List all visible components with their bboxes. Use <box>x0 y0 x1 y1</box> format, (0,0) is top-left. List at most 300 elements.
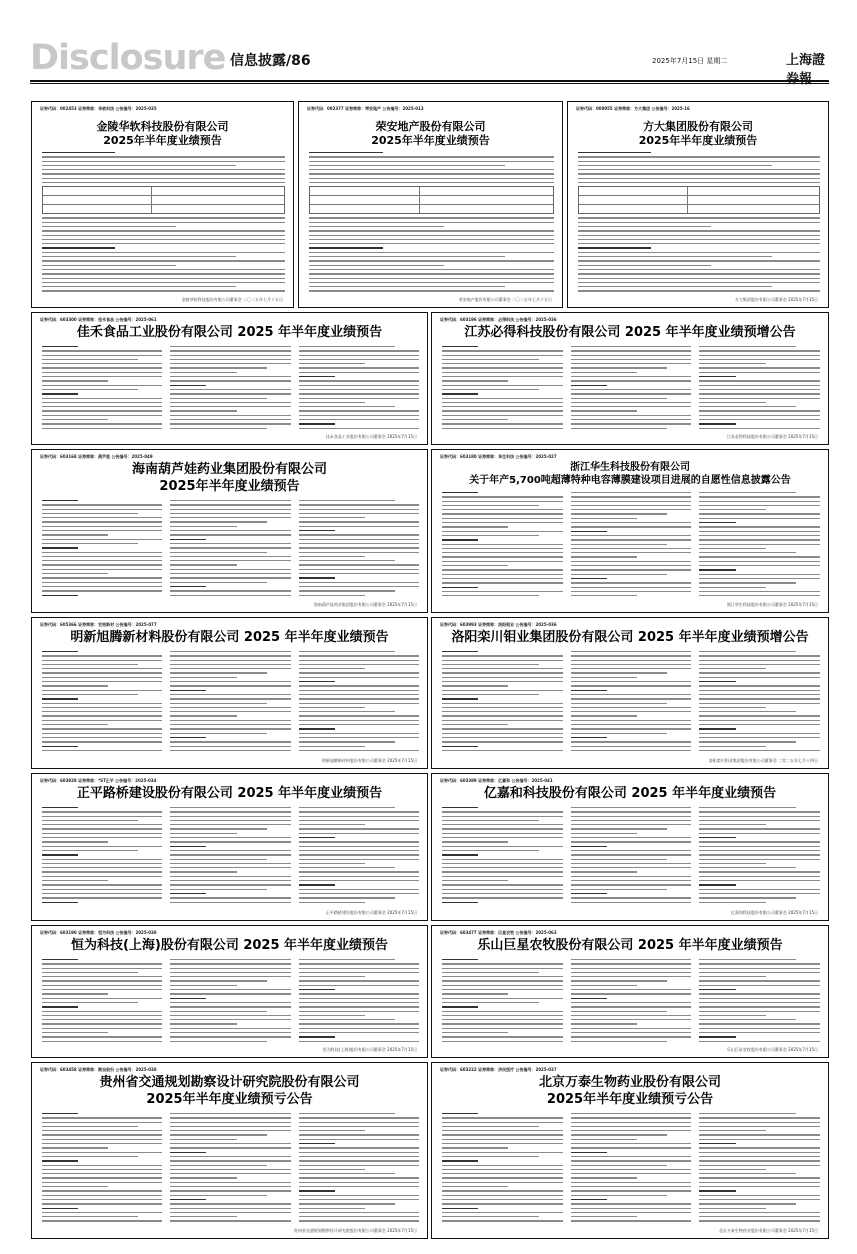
notice-code: 证券代码：002377 证券简称：荣安地产 公告编号：2025-013 <box>307 106 424 111</box>
text-line <box>442 582 563 583</box>
text-line <box>42 273 285 274</box>
text-line <box>699 854 820 855</box>
text-line <box>42 1036 162 1037</box>
text-line <box>299 1220 419 1221</box>
text-line <box>571 733 668 734</box>
text-line <box>699 876 820 877</box>
text-line <box>170 959 290 960</box>
text-line <box>571 660 692 661</box>
text-line <box>571 372 637 373</box>
text-line <box>170 724 290 725</box>
text-line <box>571 1011 668 1012</box>
text-line <box>42 1023 162 1024</box>
text-line <box>309 265 444 266</box>
text-line <box>299 859 419 860</box>
notice-title: 佳禾食品工业股份有限公司 2025 年半年度业绩预告 <box>76 325 383 340</box>
text-line <box>442 350 563 351</box>
text-line <box>42 513 138 514</box>
text-line <box>442 750 563 751</box>
text-line <box>699 737 820 738</box>
text-line <box>299 976 365 977</box>
notice-signature: 方大集团股份有限公司董事会 2025年7月15日 <box>734 297 818 302</box>
text-line <box>699 406 796 407</box>
text-line <box>571 837 692 838</box>
text-line <box>699 1028 820 1029</box>
text-line <box>170 707 290 708</box>
notice-body <box>42 807 417 908</box>
text-line <box>170 389 290 390</box>
text-line <box>699 376 735 377</box>
notice-box <box>567 101 829 308</box>
text-line <box>442 509 563 510</box>
text-line <box>42 410 162 411</box>
text-line <box>442 406 563 407</box>
text-line <box>571 367 668 368</box>
text-line <box>571 963 692 964</box>
text-line <box>170 350 290 351</box>
text-line <box>442 672 563 673</box>
text-line <box>699 595 820 596</box>
text-line <box>442 595 539 596</box>
text-line <box>699 733 820 734</box>
text-line <box>299 1041 419 1042</box>
text-line <box>170 741 290 742</box>
text-line <box>299 963 419 964</box>
text-line <box>571 526 692 527</box>
text-line <box>442 746 478 747</box>
text-line <box>170 711 290 712</box>
text-line <box>571 880 692 881</box>
text-line <box>299 406 395 407</box>
text-line <box>170 811 290 812</box>
text-line <box>299 1160 419 1161</box>
text-column <box>699 651 820 756</box>
text-line <box>299 539 419 540</box>
notice-title: 乐山巨星农牧股份有限公司 2025 年半年度业绩预告 <box>477 938 783 953</box>
text-line <box>571 807 692 808</box>
text-line <box>170 854 290 855</box>
text-column <box>571 651 692 756</box>
text-line <box>699 548 765 549</box>
text-line <box>299 863 365 864</box>
text-line <box>571 1015 692 1016</box>
text-line <box>170 972 290 973</box>
text-line <box>699 880 820 881</box>
text-line <box>170 694 290 695</box>
text-line <box>578 282 820 283</box>
text-line <box>571 889 668 890</box>
text-line <box>170 720 290 721</box>
text-line <box>170 398 266 399</box>
text-line <box>571 518 637 519</box>
text-line <box>42 1160 78 1161</box>
text-line <box>442 526 508 527</box>
text-line <box>442 393 478 394</box>
text-line <box>442 880 508 881</box>
data-table <box>578 186 820 214</box>
text-line <box>42 854 78 855</box>
notice-code: 证券代码：603828 证券简称：*ST正平 公告编号：2025-034 <box>40 778 157 783</box>
text-line <box>309 230 554 231</box>
text-line <box>578 152 651 153</box>
text-line <box>571 1203 692 1204</box>
text-line <box>442 1023 563 1024</box>
text-line <box>578 252 820 253</box>
text-line <box>442 690 563 691</box>
text-line <box>571 535 692 536</box>
notice-body <box>42 651 417 756</box>
text-line <box>170 1173 290 1174</box>
text-line <box>699 539 820 540</box>
text-line <box>442 828 563 829</box>
text-line <box>571 703 668 704</box>
text-line <box>309 290 554 291</box>
text-line <box>699 1152 820 1153</box>
notice-body <box>42 500 417 600</box>
text-line <box>170 963 290 964</box>
text-line <box>571 1041 668 1042</box>
text-line <box>309 252 554 253</box>
text-line <box>699 556 820 557</box>
text-line <box>170 690 206 691</box>
text-line <box>42 737 162 738</box>
text-line <box>170 863 290 864</box>
text-line <box>309 243 554 244</box>
text-line <box>699 698 820 699</box>
text-line <box>571 1190 692 1191</box>
text-line <box>170 1143 290 1144</box>
text-line <box>571 389 692 390</box>
text-line <box>699 393 820 394</box>
text-line <box>42 741 162 742</box>
text-line <box>42 690 162 691</box>
text-line <box>442 501 563 502</box>
text-line <box>442 531 563 532</box>
text-line <box>42 539 162 540</box>
notice-code: 证券代码：603180 证券简称：华生科技 公告编号：2025-027 <box>440 454 557 459</box>
text-line <box>42 1199 162 1200</box>
text-line <box>170 698 290 699</box>
text-line <box>571 359 692 360</box>
text-line <box>299 828 419 829</box>
text-line <box>170 539 206 540</box>
text-line <box>42 372 162 373</box>
text-line <box>571 561 692 562</box>
text-line <box>309 222 554 223</box>
text-line <box>42 547 78 548</box>
text-line <box>571 574 668 575</box>
text-line <box>170 871 236 872</box>
text-line <box>699 720 820 721</box>
notice-code: 证券代码：603458 证券简称：勘设股份 公告编号：2025-038 <box>40 1067 157 1072</box>
text-line <box>442 660 563 661</box>
notice-signature: 北京万泰生物药业股份有限公司董事会 2025年7月15日 <box>718 1228 818 1233</box>
text-line <box>299 871 419 872</box>
text-line <box>442 346 478 347</box>
text-line <box>442 694 539 695</box>
notice-box <box>31 449 428 613</box>
text-line <box>442 959 478 960</box>
text-line <box>42 182 285 183</box>
text-line <box>442 1143 563 1144</box>
text-line <box>42 376 162 377</box>
text-line <box>442 841 508 842</box>
text-line <box>42 152 115 153</box>
text-line <box>699 419 820 420</box>
text-line <box>699 428 820 429</box>
text-line <box>299 985 419 986</box>
text-line <box>170 569 290 570</box>
text-line <box>571 385 607 386</box>
text-line <box>571 884 692 885</box>
text-line <box>42 577 162 578</box>
text-column <box>442 651 563 756</box>
text-line <box>42 1122 162 1123</box>
text-column <box>42 807 162 908</box>
text-line <box>299 415 419 416</box>
text-line <box>442 1032 508 1033</box>
text-line <box>42 1113 78 1114</box>
notice-signature: 贵州省交通规划勘察设计研究院股份有限公司董事会 2025年7月15日 <box>293 1228 417 1233</box>
text-column <box>42 1113 162 1226</box>
text-line <box>571 1216 637 1217</box>
text-line <box>299 543 419 544</box>
text-line <box>42 543 138 544</box>
issue-date: 2025年7月15日 星期二 <box>652 57 728 65</box>
text-line <box>299 1143 335 1144</box>
text-line <box>299 1186 419 1187</box>
text-line <box>699 531 820 532</box>
text-line <box>42 816 162 817</box>
text-line <box>299 380 419 381</box>
text-line <box>170 500 290 501</box>
text-line <box>571 1028 692 1029</box>
text-line <box>442 1126 539 1127</box>
text-line <box>299 959 395 960</box>
text-line <box>571 1182 692 1183</box>
text-line <box>571 846 607 847</box>
text-line <box>299 807 395 808</box>
text-line <box>299 867 395 868</box>
notice-body <box>42 959 417 1045</box>
text-line <box>170 880 290 881</box>
text-column <box>299 500 419 600</box>
text-column <box>42 959 162 1045</box>
text-line <box>442 372 563 373</box>
text-line <box>578 182 820 183</box>
text-line <box>699 355 820 356</box>
notice-signature: 金陵华软科技股份有限公司董事会 二〇二五年七月十五日 <box>181 297 283 302</box>
text-line <box>42 282 285 283</box>
text-line <box>299 690 419 691</box>
text-line <box>42 1165 162 1166</box>
text-line <box>578 260 820 261</box>
text-line <box>442 548 563 549</box>
text-line <box>170 509 290 510</box>
text-line <box>442 1011 563 1012</box>
notice-code: 证券代码：002453 证券简称：华软科技 公告编号：2025-035 <box>40 106 157 111</box>
text-column <box>442 492 563 600</box>
text-column <box>699 807 820 908</box>
text-line <box>170 1156 290 1157</box>
text-line <box>571 402 692 403</box>
text-column <box>442 807 563 908</box>
text-column <box>571 807 692 908</box>
text-line <box>699 1041 820 1042</box>
text-line <box>699 833 820 834</box>
text-line <box>309 247 383 248</box>
text-line <box>571 698 692 699</box>
text-line <box>42 156 285 157</box>
text-line <box>170 1186 290 1187</box>
text-line <box>170 564 236 565</box>
text-line <box>309 239 554 240</box>
text-line <box>571 548 692 549</box>
text-line <box>299 1028 419 1029</box>
text-line <box>699 1032 820 1033</box>
text-line <box>571 569 692 570</box>
text-line <box>571 897 692 898</box>
text-line <box>170 1002 290 1003</box>
notice-title: 亿嘉和科技股份有限公司 2025 年半年度业绩预告 <box>483 786 777 801</box>
text-line <box>442 1134 563 1135</box>
text-line <box>699 565 820 566</box>
text-line <box>699 976 765 977</box>
text-line <box>442 889 563 890</box>
text-line <box>170 750 290 751</box>
text-line <box>42 884 162 885</box>
text-line <box>571 591 692 592</box>
text-line <box>299 1169 365 1170</box>
text-line <box>699 902 765 903</box>
text-line <box>442 496 563 497</box>
text-line <box>170 1195 266 1196</box>
text-line <box>699 1220 820 1221</box>
text-line <box>699 1173 796 1174</box>
text-line <box>699 587 765 588</box>
text-line <box>442 423 563 424</box>
text-line <box>571 398 668 399</box>
text-line <box>571 720 692 721</box>
text-line <box>699 816 820 817</box>
text-line <box>42 651 78 652</box>
text-line <box>571 1156 692 1157</box>
text-line <box>699 505 820 506</box>
text-line <box>571 833 637 834</box>
text-line <box>699 828 820 829</box>
text-line <box>170 807 290 808</box>
text-line <box>699 552 796 553</box>
text-line <box>442 367 563 368</box>
text-line <box>170 526 236 527</box>
text-line <box>699 668 765 669</box>
text-line <box>442 816 563 817</box>
text-line <box>571 582 692 583</box>
text-line <box>299 711 395 712</box>
text-line <box>299 841 419 842</box>
text-line <box>571 859 668 860</box>
text-line <box>699 569 735 570</box>
text-line <box>299 833 419 834</box>
data-table <box>42 186 285 214</box>
text-line <box>309 256 505 257</box>
text-line <box>299 902 365 903</box>
text-line <box>42 169 285 170</box>
text-line <box>699 1002 820 1003</box>
text-line <box>699 1186 820 1187</box>
text-line <box>299 372 419 373</box>
text-line <box>442 681 563 682</box>
text-line <box>571 893 607 894</box>
text-line <box>699 1036 735 1037</box>
notice-box <box>31 101 294 308</box>
notice-title: 北京万泰生物药业股份有限公司 <box>538 1075 721 1090</box>
text-line <box>699 655 820 656</box>
text-line <box>699 1160 820 1161</box>
text-line <box>170 577 290 578</box>
text-line <box>170 582 266 583</box>
text-line <box>699 893 820 894</box>
text-line <box>42 1190 162 1191</box>
text-line <box>42 423 162 424</box>
text-line <box>42 552 162 553</box>
notice-signature: 浙江华生科技股份有限公司董事会 2025年7月15日 <box>726 602 818 607</box>
text-line <box>170 1199 206 1200</box>
text-line <box>442 1190 563 1191</box>
text-line <box>442 415 563 416</box>
text-line <box>571 428 668 429</box>
text-line <box>442 897 563 898</box>
text-line <box>299 893 419 894</box>
text-line <box>42 837 162 838</box>
text-line <box>299 1177 419 1178</box>
text-line <box>299 1195 419 1196</box>
masthead-rule <box>30 80 829 82</box>
text-line <box>42 985 162 986</box>
text-line <box>299 1216 419 1217</box>
text-line <box>170 1023 236 1024</box>
text-line <box>299 741 395 742</box>
text-line <box>699 501 820 502</box>
text-line <box>299 582 419 583</box>
text-line <box>42 509 162 510</box>
text-line <box>42 1019 162 1020</box>
notice-body <box>442 1113 818 1226</box>
notice-code: 证券代码：603190 证券简称：恒为科技 公告编号：2025-038 <box>40 930 157 935</box>
text-line <box>442 863 563 864</box>
text-line <box>170 595 290 596</box>
text-line <box>442 998 563 999</box>
text-line <box>299 363 365 364</box>
text-line <box>170 1169 290 1170</box>
text-line <box>170 552 266 553</box>
text-line <box>42 707 162 708</box>
text-line <box>699 841 820 842</box>
text-line <box>571 685 692 686</box>
text-line <box>42 897 162 898</box>
text-line <box>299 552 419 553</box>
text-line <box>699 1216 820 1217</box>
text-line <box>299 816 419 817</box>
text-line <box>571 1152 607 1153</box>
text-line <box>42 573 108 574</box>
text-line <box>571 724 692 725</box>
text-line <box>42 380 108 381</box>
text-line <box>299 1134 419 1135</box>
text-line <box>571 539 692 540</box>
text-line <box>299 876 419 877</box>
text-line <box>699 363 765 364</box>
